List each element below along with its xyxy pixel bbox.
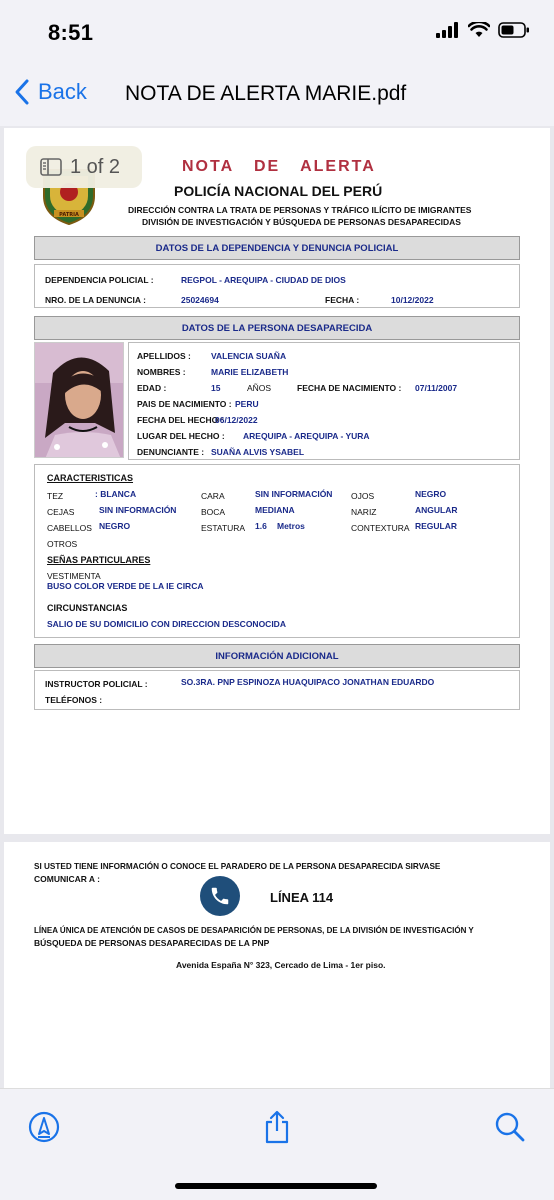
cara-label: CARA — [201, 491, 225, 501]
tez-label: TEZ — [47, 491, 64, 501]
fecha-nacimiento-label: FECHA DE NACIMIENTO : — [297, 383, 402, 393]
document-title: NOTA DE ALERTA MARIE.pdf — [125, 82, 407, 105]
senas-heading: SEÑAS PARTICULARES — [47, 555, 151, 565]
fecha-hecho-value: 06/12/2022 — [215, 415, 258, 425]
cabellos-value: NEGRO — [99, 521, 131, 531]
info-line-2: COMUNICAR A : — [34, 874, 100, 884]
ojos-label: OJOS — [351, 491, 375, 501]
dependencia-label: DEPENDENCIA POLICIAL : — [45, 275, 154, 285]
instructor-value: SO.3RA. PNP ESPINOZA HUAQUIPACO JONATHAN EDUARDO — [181, 677, 435, 687]
additional-box — [34, 670, 520, 710]
boca-label: BOCA — [201, 507, 226, 517]
org-division: DIVISIÓN DE INVESTIGACIÓN Y BÚSQUEDA DE PERSONAS DESAPARECIDAS — [142, 217, 461, 227]
status-icons — [436, 22, 530, 38]
hotline-label: LÍNEA 114 — [270, 890, 334, 905]
person-info-box — [128, 342, 520, 460]
pdf-page-2 — [4, 842, 550, 1088]
characteristics-box — [34, 464, 520, 638]
back-label: Back — [38, 79, 87, 104]
nombres-value: MARIE ELIZABETH — [211, 367, 289, 377]
fecha-label: FECHA : — [325, 295, 360, 305]
denuncia-label: NRO. DE LA DENUNCIA : — [45, 295, 146, 305]
otros-label: OTROS — [47, 539, 78, 549]
cabellos-label: CABELLOS — [47, 523, 92, 533]
denuncia-value: 25024694 — [181, 295, 219, 305]
share-button[interactable] — [257, 1107, 297, 1147]
page-counter[interactable] — [26, 146, 142, 188]
desc-line-2: BÚSQUEDA DE PERSONAS DESAPARECIDAS DE LA PNP — [34, 938, 270, 948]
status-time: 8:51 — [48, 20, 94, 45]
dependencia-value: REGPOL - AREQUIPA - CIUDAD DE DIOS — [181, 275, 346, 285]
anos-label: AÑOS — [247, 383, 272, 393]
status-bar — [0, 0, 554, 62]
denunciante-label: DENUNCIANTE : — [137, 447, 205, 457]
fecha-nacimiento-value: 07/11/2007 — [415, 383, 458, 393]
missing-person-photo — [34, 342, 124, 458]
thumbnails-icon — [40, 158, 62, 176]
caracteristicas-heading: CARACTERISTICAS — [47, 473, 134, 483]
instructor-label: INSTRUCTOR POLICIAL : — [45, 679, 148, 689]
share-icon — [262, 1109, 292, 1145]
cellular-signal-icon — [436, 22, 460, 38]
cejas-label: CEJAS — [47, 507, 75, 517]
home-indicator[interactable] — [175, 1183, 377, 1189]
circunstancias-heading: CIRCUNSTANCIAS — [47, 603, 128, 613]
apellidos-value: VALENCIA SUAÑA — [211, 351, 287, 361]
person-photo-image — [35, 343, 124, 458]
nombres-label: NOMBRES : — [137, 367, 186, 377]
estatura-value: 1.6 — [255, 521, 267, 531]
dependency-box — [34, 264, 520, 308]
tez-value: : BLANCA — [95, 489, 137, 499]
denunciante-value: SUAÑA ALVIS YSABEL — [211, 447, 305, 457]
estatura-label: ESTATURA — [201, 523, 246, 533]
fecha-value: 10/12/2022 — [391, 295, 434, 305]
contextura-value: REGULAR — [415, 521, 458, 531]
edad-value: 15 — [211, 383, 221, 393]
boca-value: MEDIANA — [255, 505, 295, 515]
org-name: POLICÍA NACIONAL DEL PERÚ — [174, 183, 383, 199]
vestimenta-value: BUSO COLOR VERDE DE LA IE CIRCA — [47, 581, 204, 591]
bottom-toolbar — [0, 1088, 554, 1200]
contextura-label: CONTEXTURA — [351, 523, 410, 533]
phone-icon-badge — [200, 876, 240, 916]
circunstancias-value: SALIO DE SU DOMICILIO CON DIRECCION DESCONOCIDA — [47, 619, 286, 629]
info-line-1: SI USTED TIENE INFORMACIÓN O CONOCE EL PARADERO DE LA PERSONA DESAPARECIDA SIRVASE — [34, 862, 441, 871]
edad-label: EDAD : — [137, 383, 167, 393]
lugar-label: LUGAR DEL HECHO : — [137, 431, 225, 441]
pdf-viewer[interactable] — [0, 126, 554, 1088]
wifi-icon — [468, 22, 490, 38]
section-person-header: DATOS DE LA PERSONA DESAPARECIDA — [34, 316, 520, 340]
pais-label: PAIS DE NACIMIENTO : — [137, 399, 232, 409]
section-additional-header: INFORMACIÓN ADICIONAL — [34, 644, 520, 668]
cara-value: SIN INFORMACIÓN — [255, 489, 333, 499]
metros-label: Metros — [277, 521, 305, 531]
alert-title: NOTA DE ALERTA — [182, 158, 376, 175]
address: Avenida España N° 323, Cercado de Lima - 1er piso. — [176, 960, 386, 970]
telefonos-label: TELÉFONOS : — [45, 695, 103, 705]
markup-button[interactable] — [24, 1107, 64, 1147]
markup-pen-icon — [28, 1111, 60, 1143]
apellidos-label: APELLIDOS : — [137, 351, 191, 361]
battery-icon — [498, 22, 530, 38]
desc-line-1: LÍNEA ÚNICA DE ATENCIÓN DE CASOS DE DESAPARICIÓN DE PERSONAS, DE LA DIVISIÓN DE INVESTIGACIÓN Y — [34, 926, 474, 935]
back-button[interactable] — [14, 78, 87, 106]
section-dependency-header: DATOS DE LA DEPENDENCIA Y DENUNCIA POLICIAL — [34, 236, 520, 260]
cejas-value: SIN INFORMACIÓN — [99, 505, 177, 515]
chevron-left-icon — [14, 78, 30, 106]
crest-motto: PATRIA — [59, 212, 79, 218]
org-directorate: DIRECCIÓN CONTRA LA TRATA DE PERSONAS Y TRÁFICO ILÍCITO DE IMIGRANTES — [128, 205, 472, 215]
navigation-bar — [0, 62, 554, 126]
nariz-label: NARIZ — [351, 507, 377, 517]
ojos-value: NEGRO — [415, 489, 447, 499]
pdf-page-1 — [4, 128, 550, 834]
lugar-value: AREQUIPA - AREQUIPA - YURA — [243, 431, 370, 441]
vestimenta-label: VESTIMENTA — [47, 571, 101, 581]
fecha-hecho-label: FECHA DEL HECHO : — [137, 415, 224, 425]
pais-value: PERU — [235, 399, 259, 409]
page-counter-label: 1 of 2 — [70, 155, 121, 178]
nariz-value: ANGULAR — [415, 505, 458, 515]
search-button[interactable] — [490, 1107, 530, 1147]
search-icon — [494, 1111, 526, 1143]
phone-icon — [209, 885, 231, 907]
